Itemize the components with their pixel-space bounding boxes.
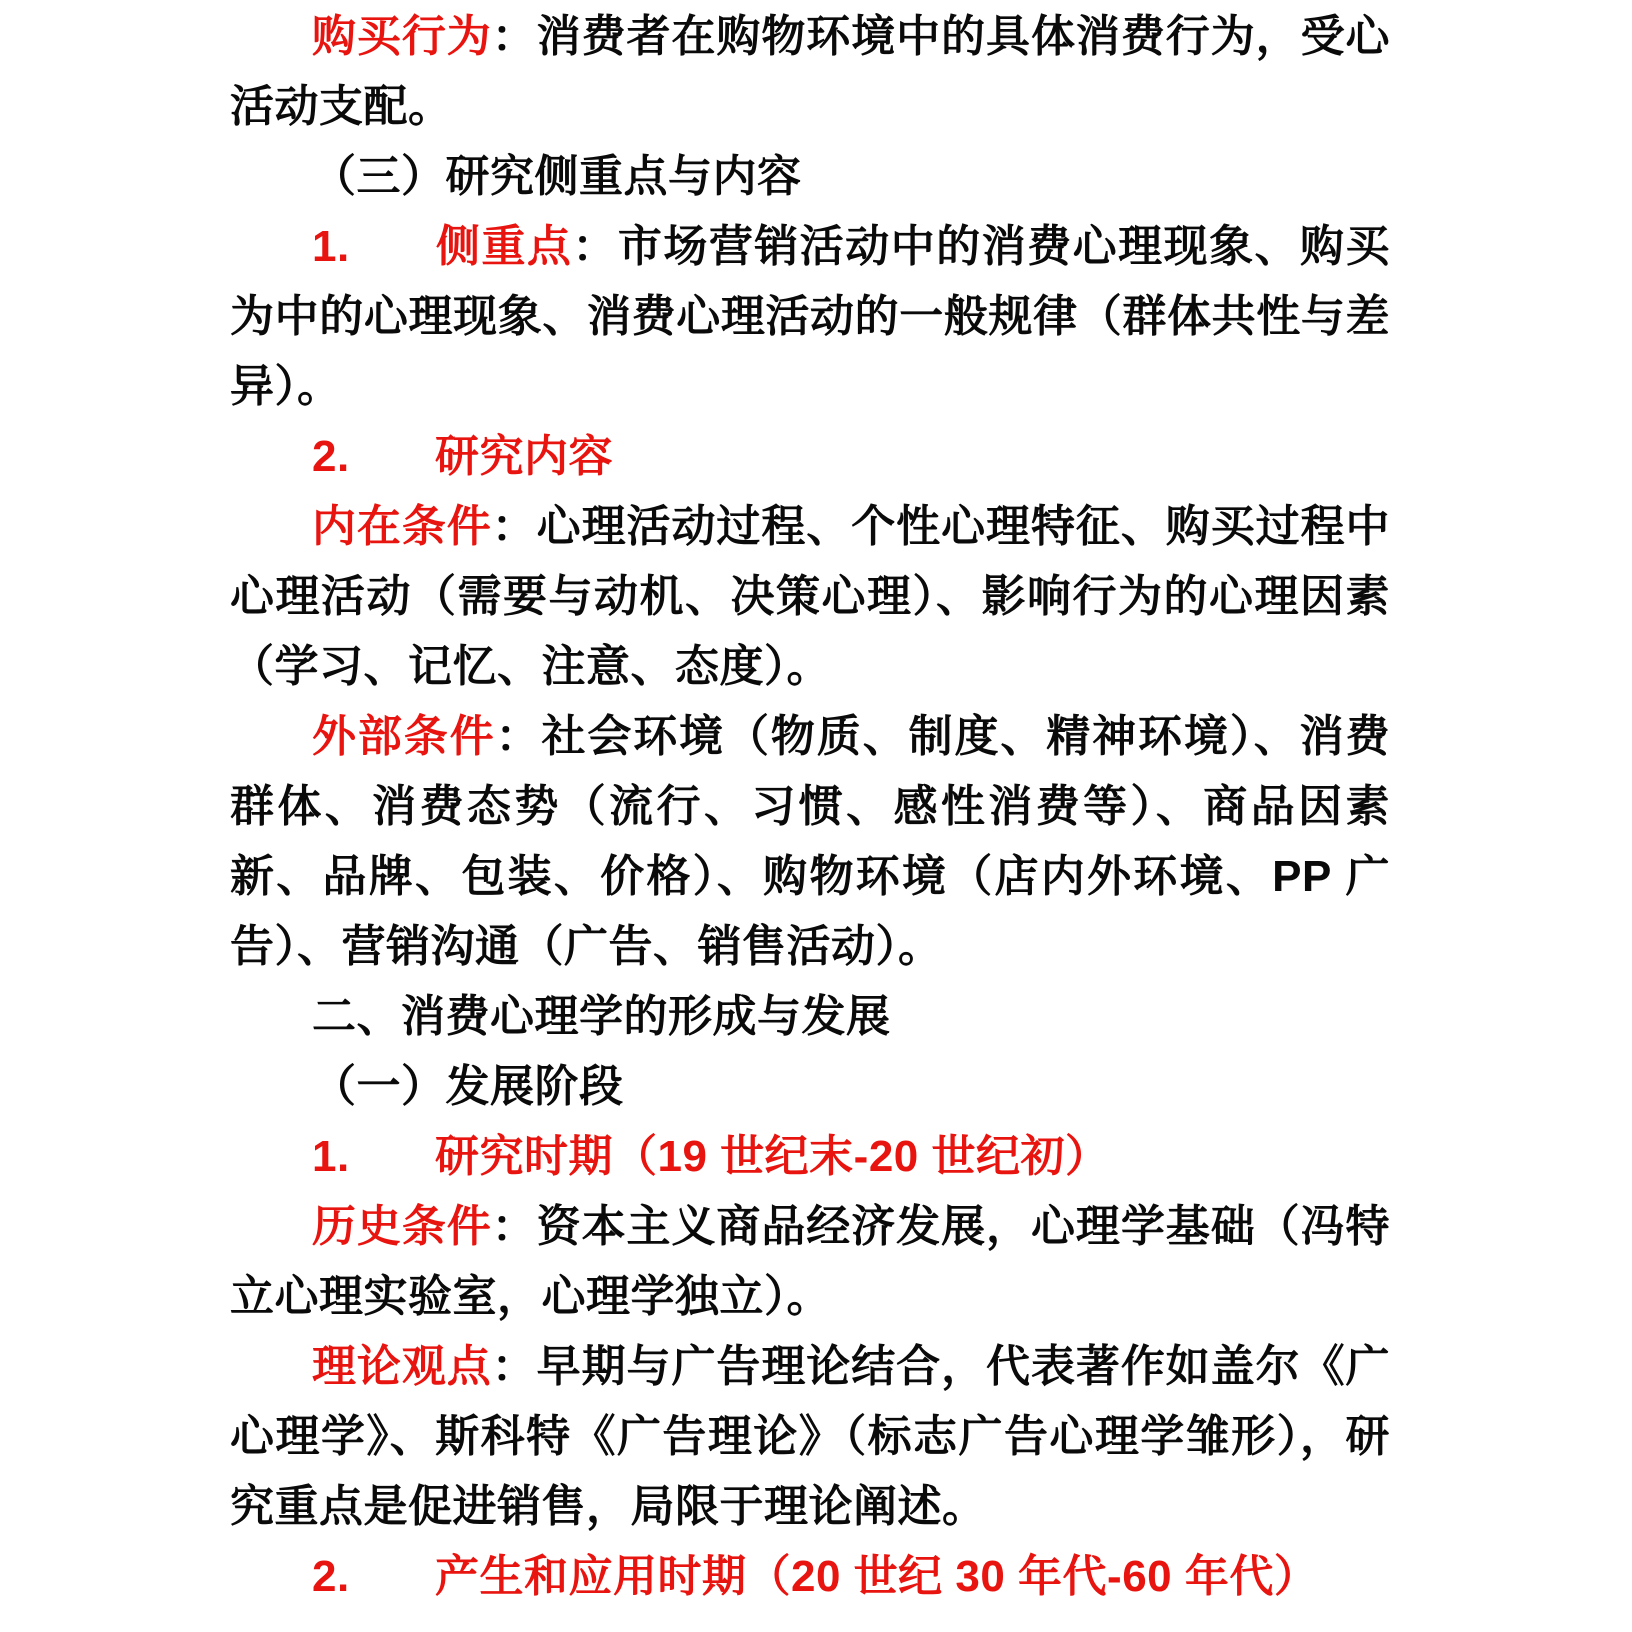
body-text: 异）。 bbox=[230, 362, 342, 411]
body-text: 心理活动（需要与动机、决策心理）、影响行为的心理因素 bbox=[230, 572, 1390, 621]
body-text: 活动支配。 bbox=[230, 82, 453, 131]
keyword-text: 理论观点 bbox=[312, 1342, 492, 1391]
text-line bbox=[230, 1472, 1390, 1542]
text-line bbox=[230, 1402, 1390, 1472]
text-line bbox=[230, 632, 1390, 702]
text-line bbox=[230, 212, 1390, 282]
keyword-text: 购买行为 bbox=[312, 12, 492, 61]
body-text: 群体、消费态势（流行、习惯、感性消费等）、商品因素 bbox=[230, 782, 1390, 831]
body-text: （三）研究侧重点与内容 bbox=[312, 152, 802, 201]
list-number: 1. bbox=[312, 222, 350, 271]
body-text: 心理学》、斯科特《广告理论》（标志广告心理学雏形），研 bbox=[230, 1412, 1390, 1461]
document-body bbox=[230, 2, 1390, 1612]
body-text: ：消费者在购物环境中的具体消费行为，受心 bbox=[491, 12, 1390, 61]
body-text: 二、消费心理学的形成与发展 bbox=[312, 992, 891, 1041]
list-number: 1. bbox=[312, 1132, 350, 1181]
body-text: 告）、营销沟通（广告、销售活动）。 bbox=[230, 922, 943, 971]
text-line bbox=[230, 2, 1390, 72]
keyword-text: 产生和应用时期（20 世纪 30 年代-60 年代） bbox=[435, 1552, 1319, 1601]
text-line bbox=[230, 702, 1390, 772]
text-line bbox=[230, 982, 1390, 1052]
list-number: 2. bbox=[312, 432, 350, 481]
text-line bbox=[230, 1542, 1390, 1612]
body-text: ：资本主义商品经济发展，心理学基础（冯特 bbox=[491, 1202, 1390, 1251]
list-number: 2. bbox=[312, 1552, 350, 1601]
keyword-text: 研究内容 bbox=[435, 432, 613, 481]
text-line bbox=[230, 492, 1390, 562]
keyword-text: 内在条件 bbox=[312, 502, 492, 551]
keyword-text: 外部条件 bbox=[312, 712, 496, 761]
body-text: （一）发展阶段 bbox=[312, 1062, 624, 1111]
text-line bbox=[230, 912, 1390, 982]
body-text: 立心理实验室，心理学独立）。 bbox=[230, 1272, 831, 1321]
body-text: ：社会环境（物质、制度、精神环境）、消费 bbox=[495, 712, 1390, 761]
keyword-text: 历史条件 bbox=[312, 1202, 492, 1251]
text-line bbox=[230, 1192, 1390, 1262]
text-line bbox=[230, 1122, 1390, 1192]
text-line bbox=[230, 772, 1390, 842]
text-line bbox=[230, 72, 1390, 142]
text-line bbox=[230, 1262, 1390, 1332]
body-text: ：早期与广告理论结合，代表著作如盖尔《广 bbox=[491, 1342, 1390, 1391]
body-text: 究重点是促进销售，局限于理论阐述。 bbox=[230, 1482, 987, 1531]
text-line bbox=[230, 282, 1390, 352]
text-line bbox=[230, 352, 1390, 422]
body-text: （学习、记忆、注意、态度）。 bbox=[230, 642, 831, 691]
text-line bbox=[230, 1052, 1390, 1122]
body-text: 新、品牌、包装、价格）、购物环境（店内外环境、PP 广 bbox=[230, 852, 1390, 901]
text-line bbox=[230, 562, 1390, 632]
text-line bbox=[230, 842, 1390, 912]
keyword-text: 侧重点 bbox=[435, 222, 573, 271]
text-line bbox=[230, 142, 1390, 212]
body-text: 为中的心理现象、消费心理活动的一般规律（群体共性与差 bbox=[230, 292, 1390, 341]
text-line bbox=[230, 1332, 1390, 1402]
text-line bbox=[230, 422, 1390, 492]
keyword-text: 研究时期（19 世纪末-20 世纪初） bbox=[435, 1132, 1110, 1181]
body-text: ：市场营销活动中的消费心理现象、购买 bbox=[572, 222, 1390, 271]
body-text: ：心理活动过程、个性心理特征、购买过程中 bbox=[491, 502, 1390, 551]
